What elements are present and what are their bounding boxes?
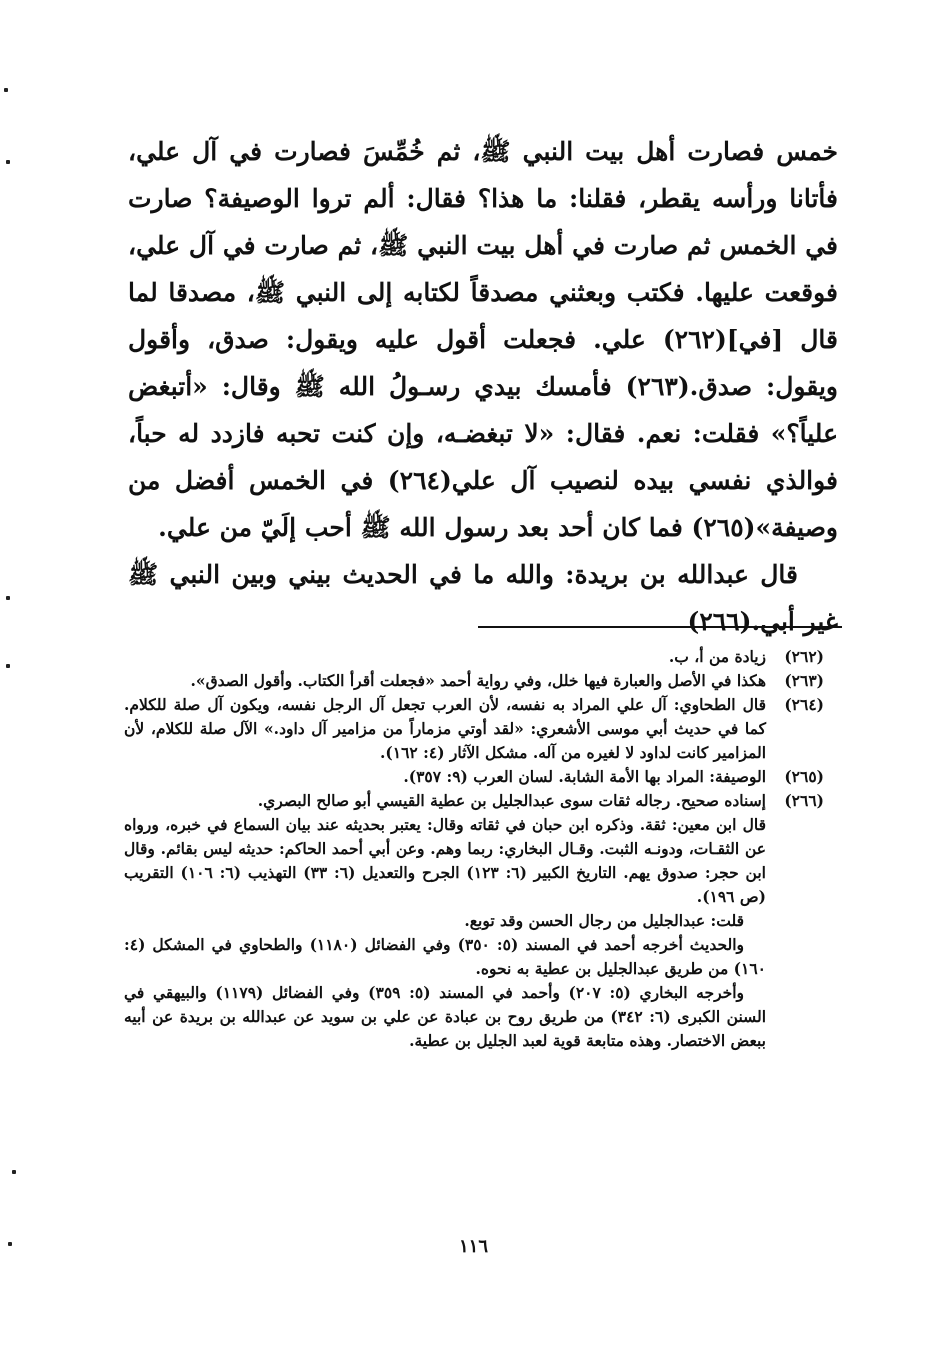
footnote-text (124, 693, 766, 765)
footnote-separator (478, 626, 842, 628)
scan-speck (6, 664, 10, 668)
footnote-number: (٢٦٢) (784, 647, 824, 666)
footnote-paragraph: قال الطحاوي: آل علي المراد به نفسه، لأن العرب تجعل آل الرجل نفسه، ويكون آل صلة للكلام. كما في حديث أبي موسى الأشعري: «لقد أوتي مزماراً من مزامير آل داود.» الآل صلة للكلام، لأن المزامير كانت لداود لا لغيره من آله. مشكل الآثار (٤: ١٦٢). (124, 695, 766, 762)
footnote-number: (٢٦٣) (784, 671, 824, 690)
footnote-paragraph: قال ابن معين: ثقة. وذكره ابن حبان في ثقاته وقال: يعتبر بحديثه عند بيان السماع في خبره، ورواه عن الثقـات، ودونـه الثبت. وقـال البخاري: ربما وهم. وعن أبي أحمد الحاكم: حديثه ليس بقائم. وقال ابن حجر: صدوق يهم. التاريخ الكبير (٦: ١٢٣) الجرح والتعديل (٦: ٣٣) التهذيب (٦: ١٠٦) التقريب (ص ١٩٦). (124, 815, 766, 906)
footnote-paragraph: زيادة من أ، ب. (668, 647, 766, 666)
scan-speck (6, 160, 10, 164)
main-paragraph-1: خمس فصارت أهل بيت النبي ﷺ، ثم خُمِّسَ فصارت في آل علي، فأتانا ورأسه يقطر، فقلنا: ما هذا؟ فقال: ألم تروا الوصيفة؟ صارت في الخمس ثم صارت في أهل بيت النبي ﷺ، ثم صارت في آل علي، فوقعت عليها. فكتب وبعثني مصدقاً لكتابه إلى النبي ﷺ، مصدقا لما قال [في](٢٦٢) علي. فجعلت أقول عليه ويقول: صدق، وأقول ويقول: صدق.(٢٦٣) فأمسك بيدي رسـولُ الله ﷺ وقال: «أتبغض علياً؟» فقلت: نعم. فقال: «لا تبغضـه، وإن كنت تحبه فازدد له حباً، فوالذي نفسي بيده لنصيب آل علي(٢٦٤) في الخمس أفضل من وصيفة»(٢٦٥) فما كان أحد بعد رسول الله ﷺ أحب إلَيّ من علي. (128, 137, 839, 542)
main-text (128, 128, 838, 645)
main-paragraph-2: قال عبدالله بن بريدة: والله ما في الحديث بيني وبين النبي ﷺ غير أبي.(٢٦٦) (128, 560, 838, 636)
footnote-paragraph: الوصيفة: المراد بها الأمة الشابة. لسان العرب (٩: ٣٥٧). (403, 767, 766, 786)
footnote-262 (124, 645, 824, 669)
footnote-text (124, 789, 766, 1053)
footnote-number: (٢٦٤) (784, 695, 824, 714)
footnote-paragraph: والحديث أخرجه أحمد في المسند (٥: ٣٥٠) وفي الفضائل (١١٨٠) والطحاوي في المشكل (٤: ١٦٠) من طريق عبدالجليل بن عطية به نحوه. (124, 935, 766, 978)
footnote-paragraph: إسناده صحيح. رجاله ثقات سوى عبدالجليل بن عطية القيسي أبو صالح البصري. (257, 791, 766, 810)
footnote-264 (124, 693, 824, 765)
footnote-number: (٢٦٥) (784, 767, 824, 786)
footnote-266 (124, 789, 824, 1053)
footnote-text (124, 645, 766, 669)
footnote-263 (124, 669, 824, 693)
footnote-text (124, 765, 766, 789)
footnote-paragraph: قلت: عبدالجليل من رجال الحسن وقد توبع. (464, 911, 744, 930)
page-number: ١١٦ (458, 1236, 488, 1257)
scan-speck (12, 1170, 16, 1174)
scan-speck (4, 88, 8, 92)
footnotes (124, 645, 824, 1053)
scan-speck (6, 596, 10, 600)
footnote-265 (124, 765, 824, 789)
footnote-number: (٢٦٦) (784, 791, 824, 810)
footnote-paragraph: وأخرجه البخاري (٥: ٢٠٧) وأحمد في المسند (٥: ٣٥٩) وفي الفضائل (١١٧٩) والبيهقي في السنن الكبرى (٦: ٣٤٢) من طريق روح بن عبادة عن علي بن سويد عن عبدالله بن بريدة عن أبيه ببعض الاختصار. وهذه متابعة قوية لعبد الجليل بن عطية. (124, 983, 766, 1050)
scan-speck (8, 1242, 12, 1246)
footnote-text (124, 669, 766, 693)
footnote-paragraph: هكذا في الأصل والعبارة فيها خلل، وفي رواية أحمد «فجعلت أقرأ الكتاب. وأقول الصدق». (190, 671, 766, 690)
